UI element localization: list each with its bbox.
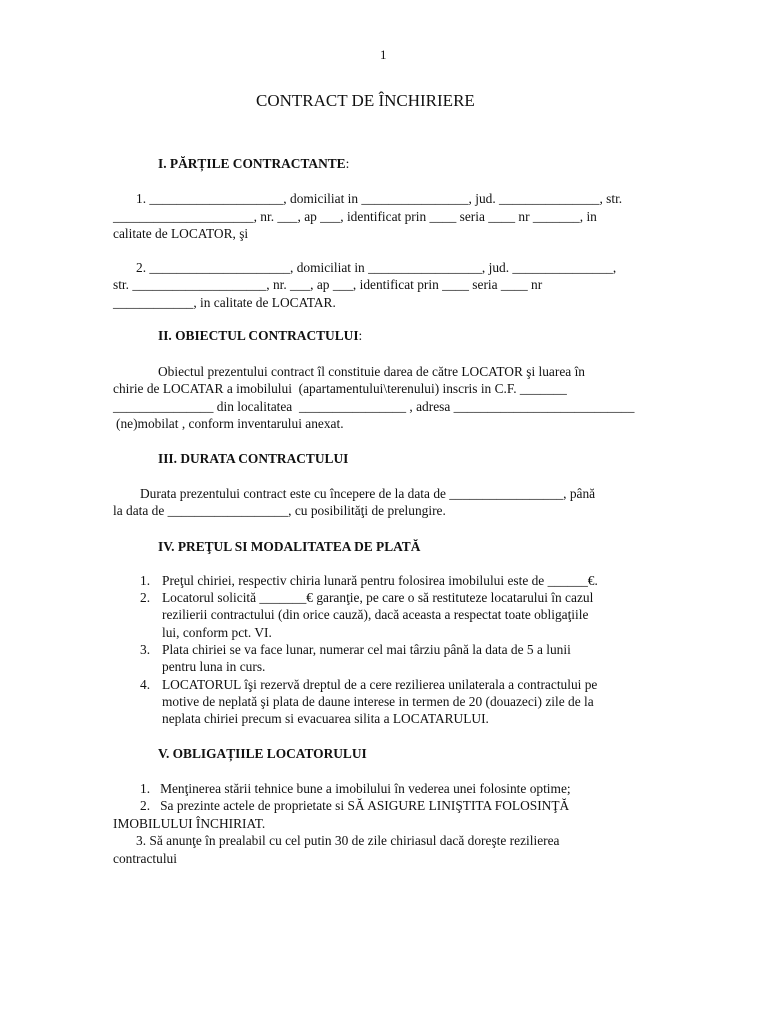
party-1-line-3: calitate de LOCATOR, şi <box>113 226 249 241</box>
section-2-heading-colon: : <box>358 328 363 343</box>
payment-item-2-line-3: lui, conform pct. VI. <box>162 625 272 640</box>
payment-item-4-line-2: motive de neplată şi plata de daune interese in termen de 20 (douazeci) zile de la <box>162 694 594 709</box>
payment-item-3-line-2: pentru luna in curs. <box>162 659 266 674</box>
payment-item-4-line-3: neplata chiriei precum si evacuarea silita a LOCATARULUI. <box>162 711 489 726</box>
payment-item-2-line-2: rezilierii contractului (din orice cauză), dacă aceasta a respectat toate obligaţiile <box>162 607 589 622</box>
payment-item-1-line-1: Preţul chiriei, respectiv chiria lunară pentru folosirea imobilului este de ______€. <box>162 573 598 588</box>
section-5-line-5: contractului <box>113 851 177 866</box>
list-item-number: 2. <box>140 590 151 605</box>
section-1-heading: I. PĂRȚILE CONTRACTANTE <box>158 156 346 171</box>
section-2-heading-row <box>158 327 362 344</box>
party-2-line-1: 2. _____________________, domiciliat in _________________, jud. _______________, <box>136 260 617 275</box>
section-1-heading-colon: : <box>345 156 350 171</box>
section-5-line-1: 1. Menţinerea stării tehnice bune a imobilului în vederea unei folosinte optime; <box>140 781 571 796</box>
list-item-number: 4. <box>140 677 151 692</box>
section-2-line-2: chirie de LOCATAR a imobilului (apartamentului\terenului) inscris in C.F. _______ <box>113 381 567 396</box>
section-3-heading: III. DURATA CONTRACTULUI <box>158 451 349 466</box>
document-title: CONTRACT DE ÎNCHIRIERE <box>256 91 475 110</box>
party-1-line-2: _____________________, nr. ___, ap ___, identificat prin ____ seria ____ nr _______, in <box>113 209 597 224</box>
party-2-line-2: str. ____________________, nr. ___, ap ___, identificat prin ____ seria ____ nr <box>113 277 543 292</box>
payment-item-3-line-1: Plata chiriei se va face lunar, numerar cel mai târziu până la data de 5 a lunii <box>162 642 571 657</box>
party-1-line-1: 1. ____________________, domiciliat in ________________, jud. _______________, str. <box>136 191 623 206</box>
section-2-line-1: Obiectul prezentului contract îl constituie darea de către LOCATOR şi luarea în <box>158 364 585 379</box>
payment-item-4-line-1: LOCATORUL îşi rezervă dreptul de a cere rezilierea unilaterala a contractului pe <box>162 677 598 692</box>
section-2-heading: II. OBIECTUL CONTRACTULUI <box>158 328 359 343</box>
payment-item-2-line-1: Locatorul solicită _______€ garanţie, pe care o să restituteze locatarului în cazul <box>162 590 594 605</box>
section-5-line-3: IMOBILULUI ÎNCHIRIAT. <box>113 816 266 831</box>
section-5-line-4: 3. Să anunţe în prealabil cu cel putin 30 de zile chiriasul dacă doreşte rezilierea <box>136 833 560 848</box>
section-5-line-2: 2. Sa prezinte actele de proprietate si SĂ ASIGURE LINIŞTITA FOLOSINŢĂ <box>140 798 570 813</box>
section-1-heading-row <box>158 155 349 172</box>
section-2-line-3: _______________ din localitatea ________________ , adresa ___________________________ <box>113 399 635 414</box>
page-number: 1 <box>380 47 387 62</box>
section-4-heading: IV. PREŢUL SI MODALITATEA DE PLATĂ <box>158 539 421 554</box>
section-3-line-2: la data de __________________, cu posibilităţi de prelungire. <box>113 503 446 518</box>
section-5-heading: V. OBLIGAȚIILE LOCATORULUI <box>158 746 367 761</box>
section-2-line-4: (ne)mobilat , conform inventarului anexat. <box>116 416 344 431</box>
list-item-number: 3. <box>140 642 151 657</box>
section-3-line-1: Durata prezentului contract este cu începere de la data de _________________, până <box>140 486 596 501</box>
list-item-number: 1. <box>140 573 151 588</box>
party-2-line-3: ____________, in calitate de LOCATAR. <box>113 295 336 310</box>
